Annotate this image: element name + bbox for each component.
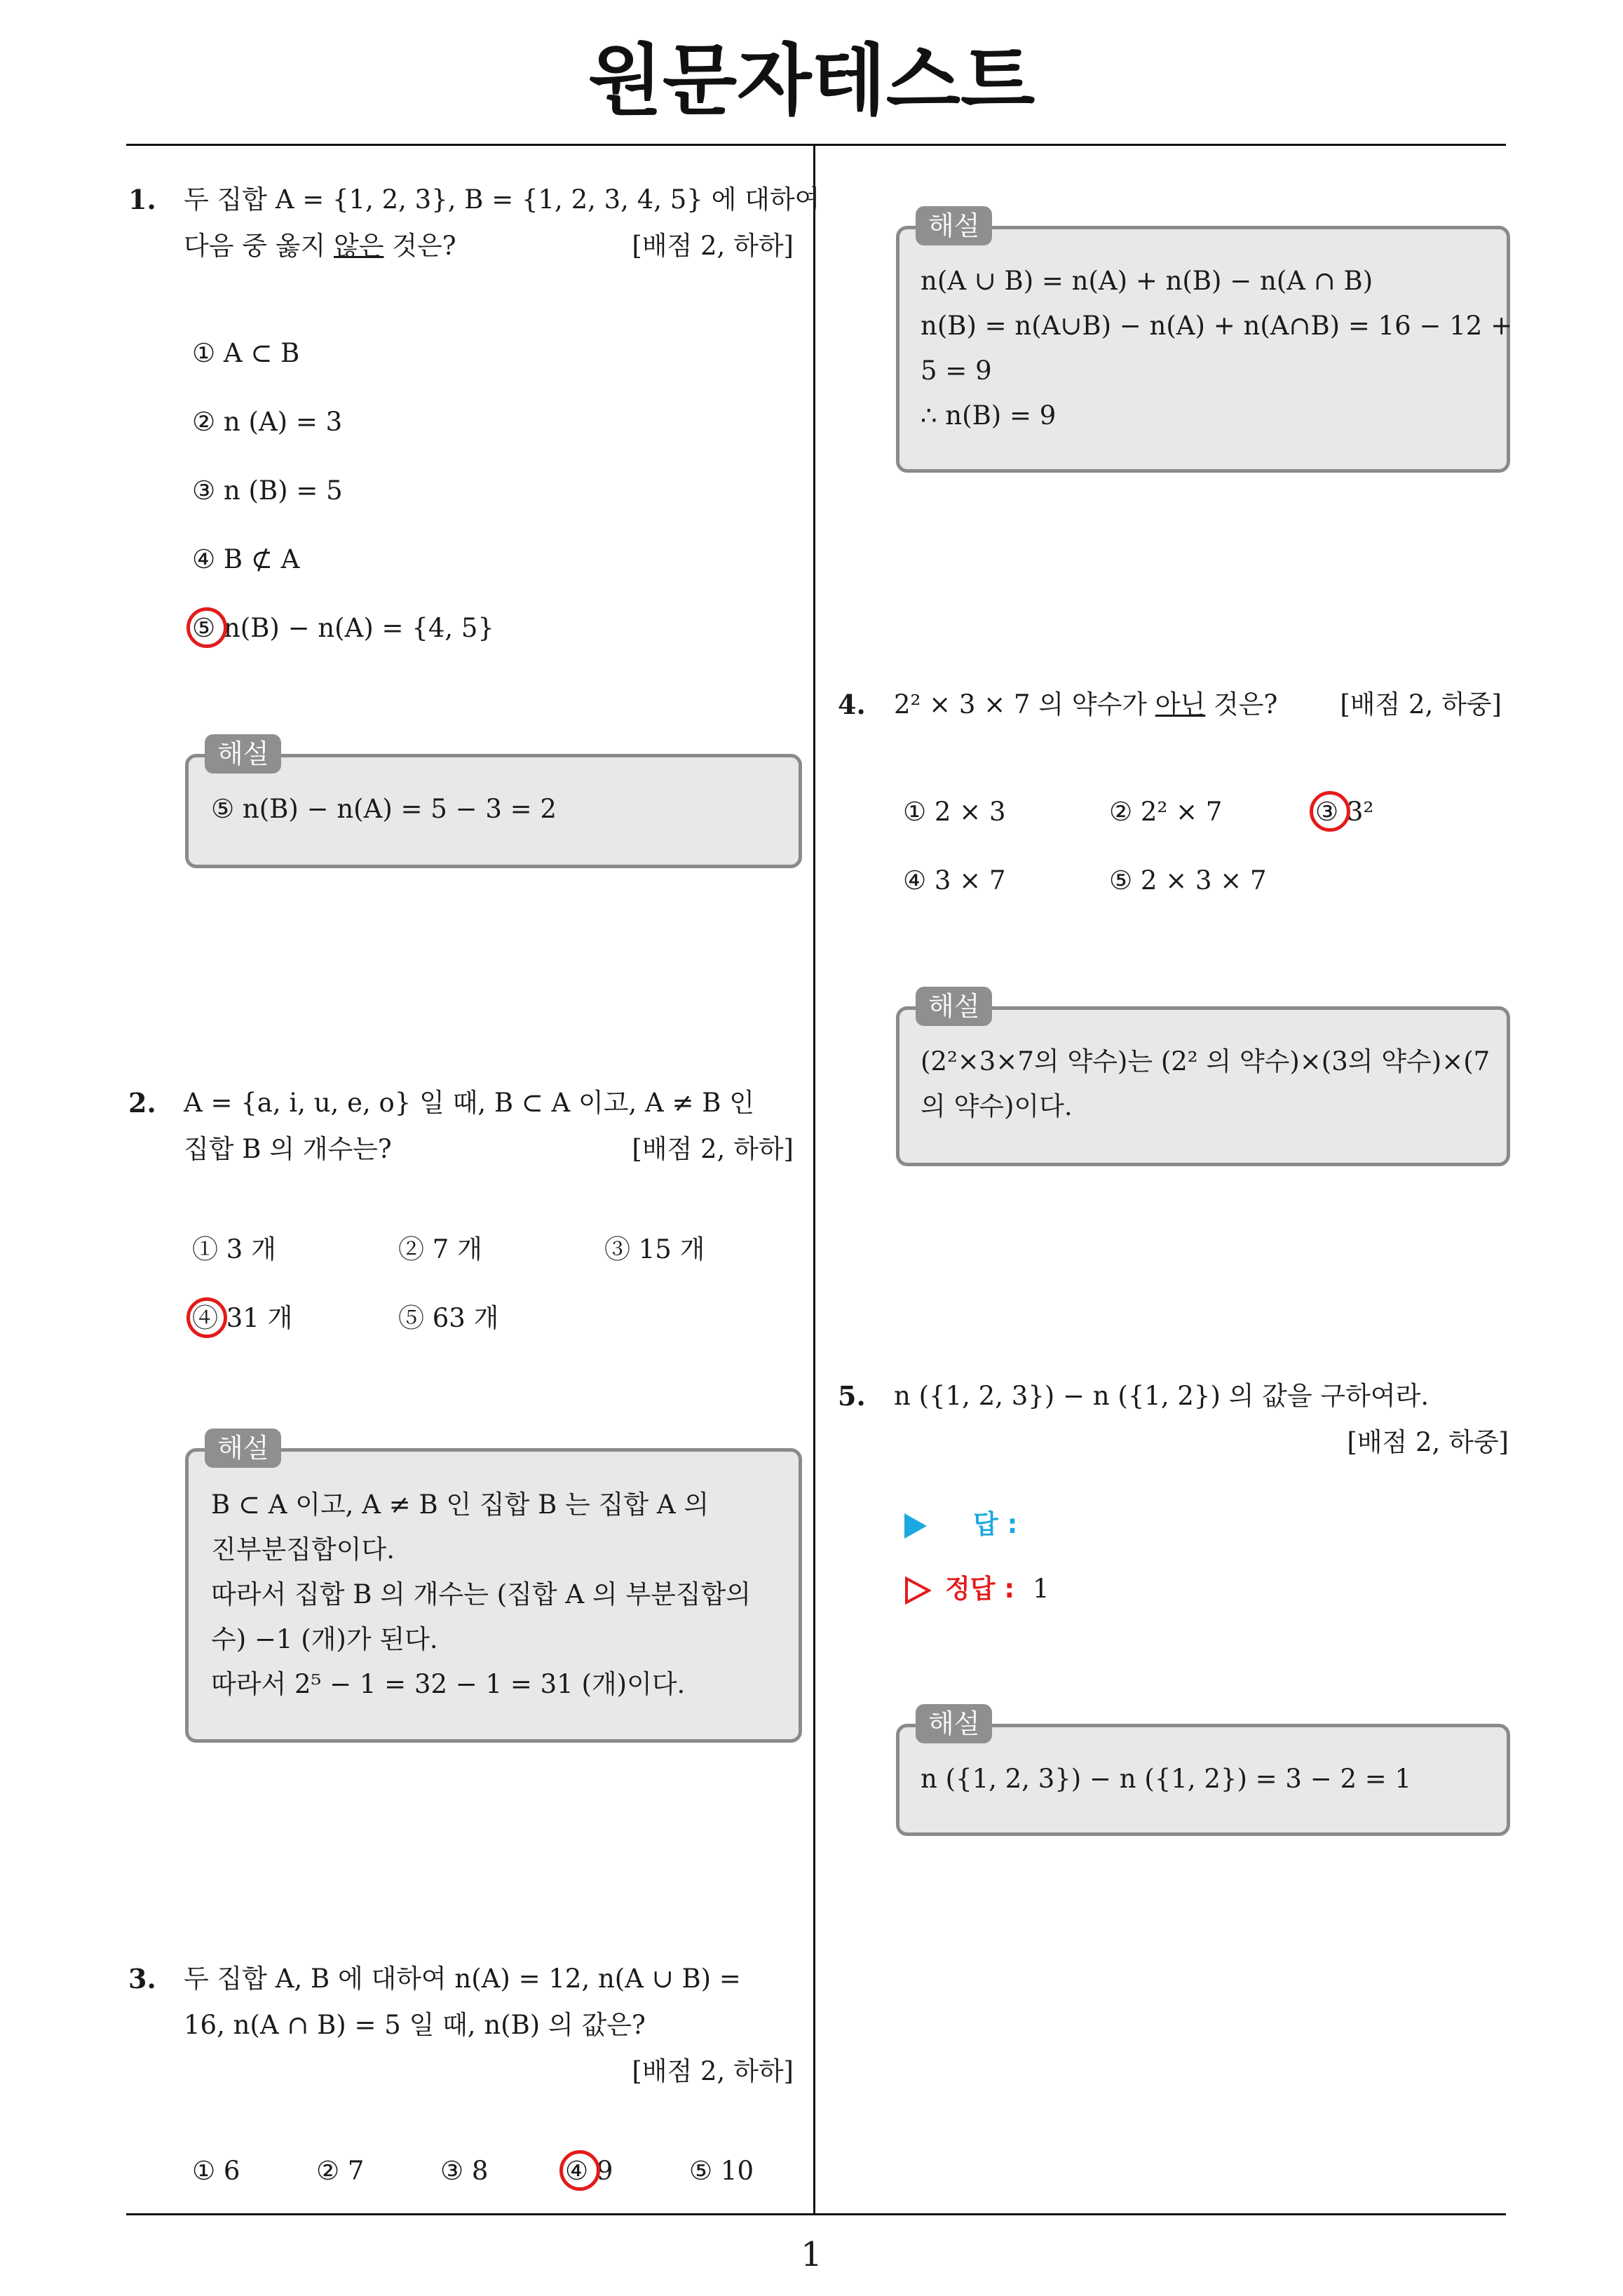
explanation-box: [896, 1006, 1510, 1166]
score-label: [배점 2, 하하]: [632, 2056, 794, 2086]
correct-answer-value: 1: [1033, 1574, 1050, 1604]
play-triangle-icon: [904, 1513, 927, 1539]
explanation-line: n(B) = n(A∪B) − n(A) + n(A∩B) = 16 − 12 +: [921, 311, 1513, 341]
column-divider: [813, 144, 815, 2214]
option-5[interactable]: ⑤ 2 × 3 × 7: [1109, 865, 1267, 896]
option-2[interactable]: ② 7 개: [398, 1234, 482, 1264]
emphasis-underline: 않은: [334, 231, 384, 261]
answer-circle-mark: [186, 607, 227, 648]
option-2[interactable]: ② 2² × 7: [1109, 797, 1223, 827]
question-number: 1.: [128, 184, 156, 215]
explanation-tag: 해설: [916, 206, 992, 245]
option-4[interactable]: ④ 9: [565, 2156, 613, 2186]
explanation-box: [185, 1448, 802, 1743]
correct-answer-row: [904, 1568, 1014, 1610]
question-number: 4.: [838, 689, 866, 720]
option-4[interactable]: ④ B ⊄ A: [192, 544, 300, 574]
correct-answer-label: 정답 :: [945, 1574, 1015, 1604]
answer-input-row[interactable]: [904, 1504, 1017, 1546]
question-text-line: 다음 중 옳지 않은 것은?: [184, 231, 456, 261]
option-5[interactable]: ⑤ 63 개: [398, 1303, 499, 1333]
score-label: [배점 2, 하중]: [1340, 689, 1502, 720]
explanation-line: 따라서 집합 B 의 개수는 (집합 A 의 부분집합의: [211, 1579, 752, 1609]
explanation-line: 진부분집합이다.: [211, 1534, 395, 1565]
option-3[interactable]: ③ 15 개: [604, 1234, 705, 1264]
option-2[interactable]: ② 7: [316, 2156, 365, 2186]
question-number: 2.: [128, 1087, 156, 1119]
question-text-line: 집합 B 의 개수는?: [184, 1134, 392, 1164]
option-2[interactable]: ② n (A) = 3: [192, 407, 343, 437]
page-number: 1: [801, 2235, 822, 2274]
score-label: [배점 2, 하하]: [632, 231, 794, 261]
explanation-line: 수) −1 (개)가 된다.: [211, 1624, 438, 1654]
explanation-line: 의 약수)이다.: [921, 1091, 1073, 1121]
answer-circle-mark: [186, 1297, 227, 1338]
explanation-tag: 해설: [205, 1429, 281, 1468]
explanation-line: B ⊂ A 이고, A ≠ B 인 집합 B 는 집합 A 의: [211, 1490, 709, 1520]
option-4[interactable]: ④ 31 개: [192, 1303, 293, 1333]
explanation-line: n(A ∪ B) = n(A) + n(B) − n(A ∩ B): [921, 266, 1373, 296]
outline-triangle-icon: [904, 1576, 931, 1605]
answer-circle-mark: [559, 2150, 600, 2191]
question-text-line: 두 집합 A, B 에 대하여 n(A) = 12, n(A ∪ B) =: [184, 1964, 741, 1994]
score-label: [배점 2, 하중]: [1347, 1427, 1509, 1457]
question-number: 5.: [838, 1380, 866, 1412]
explanation-line: ∴ n(B) = 9: [921, 400, 1057, 431]
question-text-line: A = {a, i, u, e, o} 일 때, B ⊂ A 이고, A ≠ B 인: [184, 1088, 754, 1118]
option-4[interactable]: ④ 3 × 7: [903, 865, 1006, 896]
explanation-tag: 해설: [916, 987, 992, 1026]
explanation-box: [896, 226, 1513, 473]
explanation-line: 5 = 9: [921, 356, 992, 386]
option-3[interactable]: ③ n (B) = 5: [192, 475, 343, 506]
question-number: 3.: [128, 1963, 156, 1994]
explanation-line: n ({1, 2, 3}) − n ({1, 2}) = 3 − 2 = 1: [921, 1764, 1412, 1794]
option-1[interactable]: ① 6: [192, 2156, 240, 2186]
emphasis-underline: 아닌: [1155, 689, 1206, 720]
explanation-tag: 해설: [205, 734, 281, 774]
top-rule: [126, 144, 1506, 146]
explanation-line: 따라서 2⁵ − 1 = 32 − 1 = 31 (개)이다.: [211, 1669, 686, 1699]
answer-label: 답 :: [973, 1509, 1018, 1539]
bottom-rule: [126, 2213, 1506, 2215]
option-5[interactable]: ⑤ n(B) − n(A) = {4, 5}: [192, 613, 494, 643]
question-text-line: 두 집합 A = {1, 2, 3}, B = {1, 2, 3, 4, 5} 에 대하여: [184, 184, 820, 215]
page-title: 원문자테스트: [588, 36, 1035, 126]
option-1[interactable]: ① 3 개: [192, 1234, 276, 1264]
question-text-line: n ({1, 2, 3}) − n ({1, 2}) 의 값을 구하여라.: [894, 1381, 1430, 1411]
question-text-line: 16, n(A ∩ B) = 5 일 때, n(B) 의 값은?: [184, 2010, 646, 2040]
question-text-line: 2² × 3 × 7 의 약수가 아닌 것은?: [894, 689, 1278, 720]
option-3[interactable]: ③ 3²: [1315, 797, 1374, 827]
option-3[interactable]: ③ 8: [440, 2156, 489, 2186]
explanation-tag: 해설: [916, 1704, 992, 1743]
score-label: [배점 2, 하하]: [632, 1134, 794, 1164]
option-5[interactable]: ⑤ 10: [689, 2156, 754, 2186]
explanation-line: (2²×3×7의 약수)는 (2² 의 약수)×(3의 약수)×(7: [921, 1046, 1490, 1076]
explanation-line: ⑤ n(B) − n(A) = 5 − 3 = 2: [211, 794, 557, 824]
option-1[interactable]: ① 2 × 3: [903, 797, 1006, 827]
answer-circle-mark: [1310, 791, 1350, 832]
option-1[interactable]: ① A ⊂ B: [192, 338, 300, 368]
